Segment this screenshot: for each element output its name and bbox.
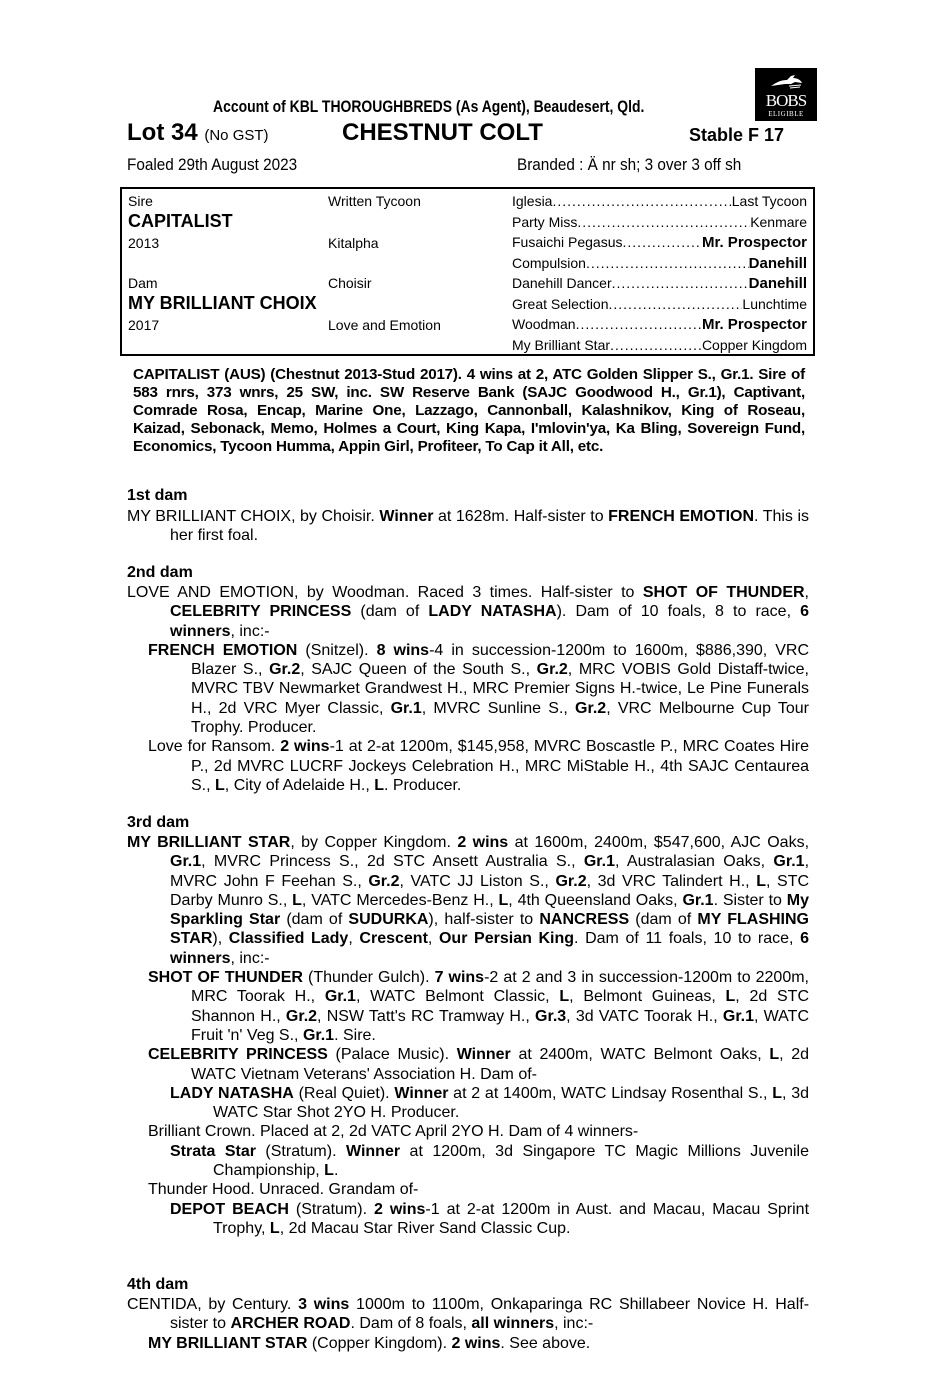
sire-name: CAPITALIST xyxy=(128,211,233,231)
ancestor-sire: Last Tycoon xyxy=(731,193,807,209)
logo-text: BOBS xyxy=(765,91,807,110)
fourth-dam-text xyxy=(127,1295,809,1353)
ancestor-row xyxy=(512,193,807,209)
lot-title: CHESTNUT COLT xyxy=(342,119,543,146)
progeny-entry: Love for Ransom. 2 wins-1 at 2-at 1200m, $145,958, MVRC Boscastle P., MRC Coates Hire P., 2d MVRC LUCRF Jockeys Celebration H., MRC MiStable H., 4th SAJC Centaurea S., L, City of Adelaide H., L. Producer. xyxy=(148,738,809,794)
third-dam-text xyxy=(127,833,809,1238)
ancestor-sire: Kenmare xyxy=(750,213,807,230)
progeny-entry: Strata Star (Stratum). Winner at 1200m, 3d Singapore TC Magic Millions Juvenile Championship, L. xyxy=(170,1142,810,1180)
section-heading-2nd-dam: 2nd dam xyxy=(127,564,193,581)
ancestor-sire: Mr. Prospector xyxy=(701,316,807,333)
ancestor-sire: Danehill xyxy=(748,275,807,292)
brand-description: Branded : Ä nr sh; 3 over 3 off sh xyxy=(517,155,742,174)
logo-subtext: ELIGIBLE xyxy=(768,110,804,118)
progeny-entry: FRENCH EMOTION (Snitzel). 8 wins-4 in succession-1200m to 1600m, $886,390, VRC Blazer S., Gr.2, SAJC Queen of the South S., Gr.2, MRC VOBIS Gold Distaff-twice, MVRC TBV Newmarket Grandwest H., MRC Premier Signs H.-twice, Le Pine Funerals H., 2d VRC Myer Classic, Gr.1, MVRC Sunline S., Gr.2, VRC Melbourne Cup Tour Trophy. Producer. xyxy=(148,641,810,737)
dot-leader xyxy=(576,316,702,333)
dam-year: 2017 xyxy=(128,317,160,333)
dot-leader xyxy=(586,255,749,272)
dam-dam: Love and Emotion xyxy=(328,317,441,333)
horse-head-icon xyxy=(769,72,803,90)
dot-leader xyxy=(609,296,743,312)
ancestor-name: Fusaichi Pegasus xyxy=(512,234,623,250)
dam-entry: MY BRILLIANT CHOIX, by Choisir. Winner at 1628m. Half-sister to FRENCH EMOTION. This is her first foal. xyxy=(127,508,810,545)
ancestor-row xyxy=(512,316,807,333)
vendor-account: Account of KBL THOROUGHBREDS (As Agent), Beaudesert, Qld. xyxy=(213,97,645,116)
section-heading-3rd-dam: 3rd dam xyxy=(127,814,190,831)
ancestor-row xyxy=(512,234,807,251)
ancestor-row xyxy=(512,337,807,353)
dot-leader xyxy=(610,337,702,353)
bobs-eligible-logo xyxy=(755,68,817,121)
dot-leader xyxy=(623,234,702,251)
pedigree-table xyxy=(120,187,815,356)
ancestor-name: Woodman xyxy=(512,316,576,332)
progeny-entry: CELEBRITY PRINCESS (Palace Music). Winner at 2400m, WATC Belmont Oaks, L, 2d WATC Vietnam Veterans' Association H. Dam of- xyxy=(148,1046,810,1083)
ancestor-name: Great Selection xyxy=(512,295,609,312)
progeny-entry: MY BRILLIANT STAR (Copper Kingdom). 2 wins. See above. xyxy=(148,1334,591,1352)
progeny-entry: LADY NATASHA (Real Quiet). Winner at 2 at 1400m, WATC Lindsay Rosenthal S., L, 3d WATC Star Shot 2YO H. Producer. xyxy=(170,1084,809,1122)
ancestor-row xyxy=(512,255,807,272)
dot-leader xyxy=(552,193,731,209)
dam-entry: LOVE AND EMOTION, by Woodman. Raced 3 times. Half-sister to SHOT OF THUNDER, CELEBRITY PRINCESS (dam of LADY NATASHA). Dam of 10 foals, 8 to race, 6 winners, inc:- xyxy=(127,584,810,640)
dot-leader xyxy=(577,214,750,230)
sire-summary: CAPITALIST (AUS) (Chestnut 2013-Stud 2017). 4 wins at 2, ATC Golden Slipper S., Gr.1. Sire of 583 rnrs, 373 wnrs, 25 SW, inc. SW Reserve Bank (SAJC Goodwood H., Gr.1), Captivant, Comrade Rosa, Encap, Marine One, Lazzago, Cannonball, Kalashnikov, King of Roseau, Kaizad, Sebonack, Memo, Holmes a Court, King Kapa, I'mlovin'ya, Ka Bling, Sovereign Fund, Economics, Tycoon Humma, Appin Girl, Profiteer, To Cap it All, etc. xyxy=(133,366,805,455)
ancestor-sire: Copper Kingdom xyxy=(701,336,807,353)
progeny-list xyxy=(127,968,809,1238)
second-dam-text xyxy=(127,583,809,795)
ancestor-sire: Lunchtime xyxy=(742,295,807,312)
stable-location: Stable F 17 xyxy=(689,125,785,145)
brand-icon: Ä xyxy=(587,155,598,174)
section-heading-4th-dam: 4th dam xyxy=(127,1276,189,1293)
foaled-date: Foaled 29th August 2023 xyxy=(127,155,298,174)
progeny-entry: DEPOT BEACH (Stratum). 2 wins-1 at 2-at 1200m in Aust. and Macau, Macau Sprint Trophy, L, 2d Macau Star River Sand Classic Cup. xyxy=(170,1200,810,1237)
ancestor-sire: Danehill xyxy=(748,254,807,272)
progeny-entry: SHOT OF THUNDER (Thunder Gulch). 7 wins-2 at 2 and 3 in succession-1200m to 2200m, MRC Toorak H., Gr.1, WATC Belmont Classic, L, Belmont Guineas, L, 2d STC Shannon H., Gr.2, NSW Tatt's RC Tramway H., Gr.3, 3d VATC Toorak H., Gr.1, WATC Fruit 'n' Veg S., Gr.1. Sire. xyxy=(148,969,810,1044)
sire-dam: Kitalpha xyxy=(328,235,379,251)
section-heading-1st-dam: 1st dam xyxy=(127,487,188,504)
progeny-entry: Brilliant Crown. Placed at 2, 2d VATC April 2YO H. Dam of 4 winners- xyxy=(148,1123,639,1141)
lot-number: Lot 34 (No GST) xyxy=(127,119,269,146)
dam-sire: Choisir xyxy=(328,275,372,291)
ancestor-row xyxy=(512,296,807,312)
progeny-entry: Thunder Hood. Unraced. Grandam of- xyxy=(148,1181,419,1199)
ancestor-name: Compulsion xyxy=(512,254,586,271)
ancestor-name: My Brilliant Star xyxy=(512,336,611,353)
dam-label: Dam xyxy=(128,275,158,291)
first-dam-text xyxy=(127,507,809,546)
ancestor-name: Danehill Dancer xyxy=(512,275,612,291)
ancestor-row xyxy=(512,275,807,292)
gst-note: (No GST) xyxy=(204,127,269,144)
sire-year: 2013 xyxy=(128,235,160,251)
dam-entry: MY BRILLIANT STAR, by Copper Kingdom. 2 wins at 1600m, 2400m, $547,600, AJC Oaks, Gr.1, MVRC Princess S., 2d STC Ansett Australia S., Gr.1, Australasian Oaks, Gr.1, MVRC John F Feehan S., Gr.2, VATC JJ Liston S., Gr.2, 3d VRC Talindert H., L, STC Darby Munro S., L, VATC Mercedes-Benz H., L, 4th Queensland Oaks, Gr.1. Sister to My Sparkling Star (dam of SUDURKA), half-sister to NANCRESS (dam of MY FLASHING STAR), Classified Lady, Crescent, Our Persian King. Dam of 11 foals, 10 to race, 6 winners, inc:- xyxy=(127,834,810,967)
dot-leader xyxy=(612,275,749,292)
ancestor-row xyxy=(512,214,807,230)
dam-entry: CENTIDA, by Century. 3 wins 1000m to 1100m, Onkaparinga RC Shillabeer Novice H. Half-sister to ARCHER ROAD. Dam of 8 foals, all winners, inc:- xyxy=(127,1296,810,1333)
sire-label: Sire xyxy=(128,193,153,209)
dam-name: MY BRILLIANT CHOIX xyxy=(128,293,317,313)
ancestor-name: Party Miss xyxy=(512,213,578,230)
sire-sire: Written Tycoon xyxy=(328,193,421,209)
ancestor-name: Iglesia xyxy=(512,193,553,209)
ancestor-sire: Mr. Prospector xyxy=(701,234,807,251)
